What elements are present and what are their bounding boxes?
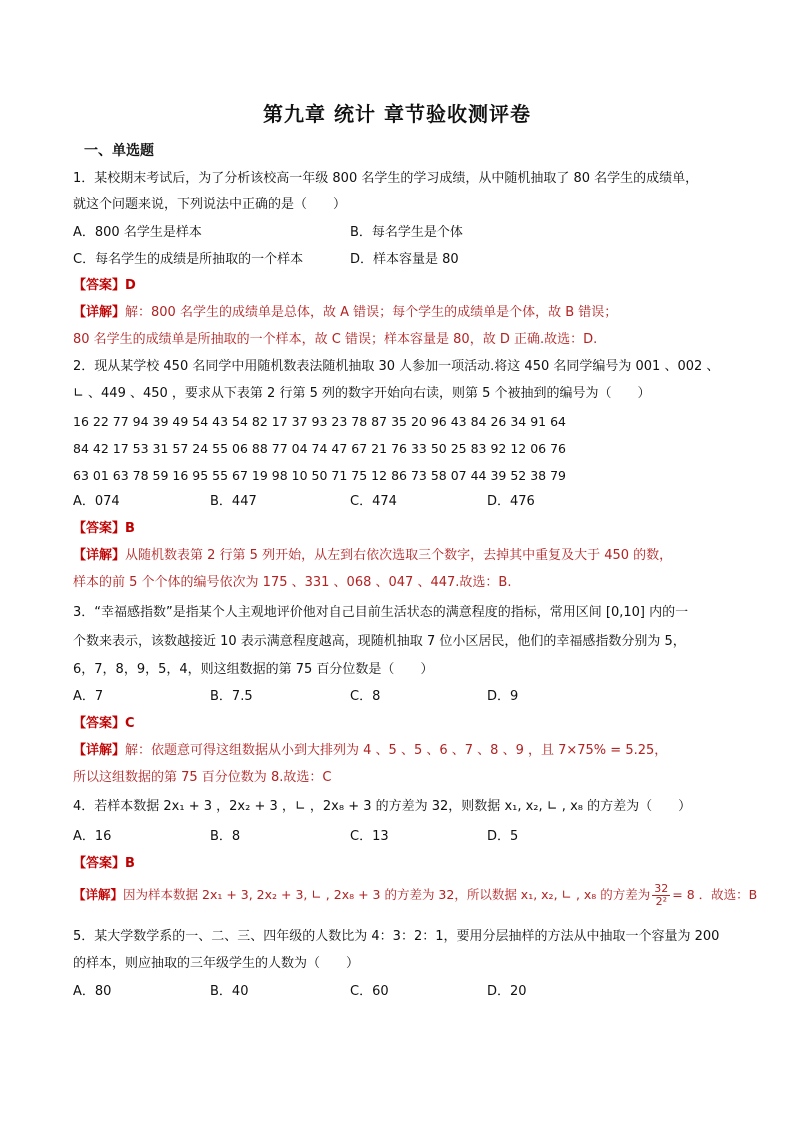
q5-option-d: D．20 xyxy=(487,984,527,999)
q1-answer xyxy=(73,277,136,295)
q2-table-row2: 84 42 17 53 31 57 24 55 06 88 77 04 74 47 67 21 76 33 50 25 83 92 12 06 76 xyxy=(73,441,567,456)
q2-option-c: C．474 xyxy=(350,494,397,509)
answer-tag: 【答案】 xyxy=(73,521,126,536)
q3-option-a: A．7 xyxy=(73,689,104,704)
q2-detail-text1: 从随机数表第 2 行第 5 列开始，从左到右依次选取三个数字，去掉其中重复及大于 450 的数， xyxy=(125,548,673,563)
q4-option-c: C．13 xyxy=(350,829,389,844)
q3-detail-text1: 解：依题意可得这组数据从小到大排列为 4 、5 、5 、6 、7 、8 、9 ，且 7×75% = 5.25， xyxy=(125,743,668,758)
q3-answer xyxy=(73,715,135,733)
q1-option-b: B．每名学生是个体 xyxy=(350,225,463,240)
q4-option-d: D．5 xyxy=(487,829,519,844)
q2-option-b: B．447 xyxy=(210,494,257,509)
q3-detail-line1 xyxy=(73,742,667,760)
q3-stem-line3: 6，7，8，9，5，4，则这组数据的第 75 百分位数是（ ） xyxy=(73,662,434,677)
q1-detail-line1 xyxy=(73,304,617,322)
q2-stem-line2: ∟ 、449 、450 ，要求从下表第 2 行第 5 列的数字开始向右读，则第 5 个被抽到的编号为（ ） xyxy=(73,386,651,401)
q3-answer-value: C xyxy=(125,716,135,731)
q2-table-row1: 16 22 77 94 39 49 54 43 54 82 17 37 93 23 78 87 35 20 96 43 84 26 34 91 64 xyxy=(73,414,567,429)
q2-option-a: A．074 xyxy=(73,494,120,509)
q3-stem-line2: 个数来表示，该数越接近 10 表示满意程度越高，现随机抽取 7 位小区居民，他们的幸福感指数分别为 5， xyxy=(73,634,686,649)
q4-detail-line1 xyxy=(73,883,757,908)
q3-option-c: C．8 xyxy=(350,689,381,704)
q5-option-b: B．40 xyxy=(210,984,249,999)
q1-option-a: A．800 名学生是样本 xyxy=(73,225,202,240)
q4-answer xyxy=(73,855,135,873)
q1-detail-text1: 解：800 名学生的成绩单是总体，故 A 错误；每个学生的成绩单是个体，故 B 错误； xyxy=(125,305,618,320)
q5-option-c: C．60 xyxy=(350,984,389,999)
answer-tag: 【答案】 xyxy=(73,716,126,731)
q4-option-a: A．16 xyxy=(73,829,112,844)
detail-tag: 【详解】 xyxy=(73,548,126,563)
q1-detail-line2: 80 名学生的成绩单是所抽取的一个样本，故 C 错误；样本容量是 80，故 D 正确.故选：D. xyxy=(73,332,598,347)
q2-detail-line2: 样本的前 5 个个体的编号依次为 175 、331 、068 、047 、447.故选：B. xyxy=(73,575,512,590)
q2-table-row3: 63 01 63 78 59 16 95 55 67 19 98 10 50 71 75 12 86 73 58 07 44 39 52 38 79 xyxy=(73,468,567,483)
q1-answer-value: D xyxy=(125,278,136,293)
answer-tag: 【答案】 xyxy=(73,856,126,871)
q2-option-d: D．476 xyxy=(487,494,535,509)
q3-option-d: D．9 xyxy=(487,689,519,704)
q5-stem-line1: 5．某大学数学系的一、二、三、四年级的人数比为 4：3：2：1，要用分层抽样的方法从中抽取一个容量为 200 xyxy=(73,929,720,944)
q3-stem-line1: 3．“幸福感指数”是指某个人主观地评价他对自己目前生活状态的满意程度的指标，常用区间 [0,10] 内的一 xyxy=(73,605,689,620)
q4-detail-pre: 因为样本数据 2x₁ + 3, 2x₂ + 3, ∟ , 2x₈ + 3 的方差为 32，所以数据 x₁, x₂, ∟ , x₈ 的方差为 xyxy=(123,887,651,902)
answer-tag: 【答案】 xyxy=(73,278,126,293)
q4-stem-line1: 4．若样本数据 2x₁ + 3 ，2x₂ + 3 ，∟ ，2x₈ + 3 的方差为 32，则数据 x₁, x₂, ∟ , x₈ 的方差为（ ） xyxy=(73,799,692,814)
q4-option-b: B．8 xyxy=(210,829,241,844)
q2-detail-line1 xyxy=(73,547,672,565)
q2-answer xyxy=(73,520,135,538)
q5-stem-line2: 的样本，则应抽取的三年级学生的人数为（ ） xyxy=(73,956,360,971)
q4-fraction-numerator: 32 xyxy=(654,882,669,895)
q1-option-c: C．每名学生的成绩是所抽取的一个样本 xyxy=(73,252,304,267)
q2-stem-line1: 2．现从某学校 450 名同学中用随机数表法随机抽取 30 人参加一项活动.将这 450 名同学编号为 001 、002 、 xyxy=(73,359,720,374)
q4-detail-post: = 8 ．故选：B xyxy=(672,887,758,902)
q1-option-d: D．样本容量是 80 xyxy=(350,252,459,267)
q3-option-b: B．7.5 xyxy=(210,689,253,704)
detail-tag: 【详解】 xyxy=(73,743,126,758)
q5-option-a: A．80 xyxy=(73,984,112,999)
q3-detail-line2: 所以这组数据的第 75 百分位数为 8.故选：C xyxy=(73,770,332,785)
page-title: 第九章 统计 章节验收测评卷 xyxy=(263,102,531,126)
detail-tag: 【详解】 xyxy=(73,887,124,902)
section-heading: 一、单选题 xyxy=(84,143,154,159)
detail-tag: 【详解】 xyxy=(73,305,126,320)
q2-answer-value: B xyxy=(125,521,135,536)
q1-stem-line2: 就这个问题来说，下列说法中正确的是（ ） xyxy=(73,197,347,212)
q4-fraction-denominator: 2² xyxy=(655,895,667,908)
q4-answer-value: B xyxy=(125,856,135,871)
q4-fraction xyxy=(652,883,670,908)
q1-stem-line1: 1．某校期末考试后，为了分析该校高一年级 800 名学生的学习成绩，从中随机抽取了 80 名学生的成绩单， xyxy=(73,171,699,186)
